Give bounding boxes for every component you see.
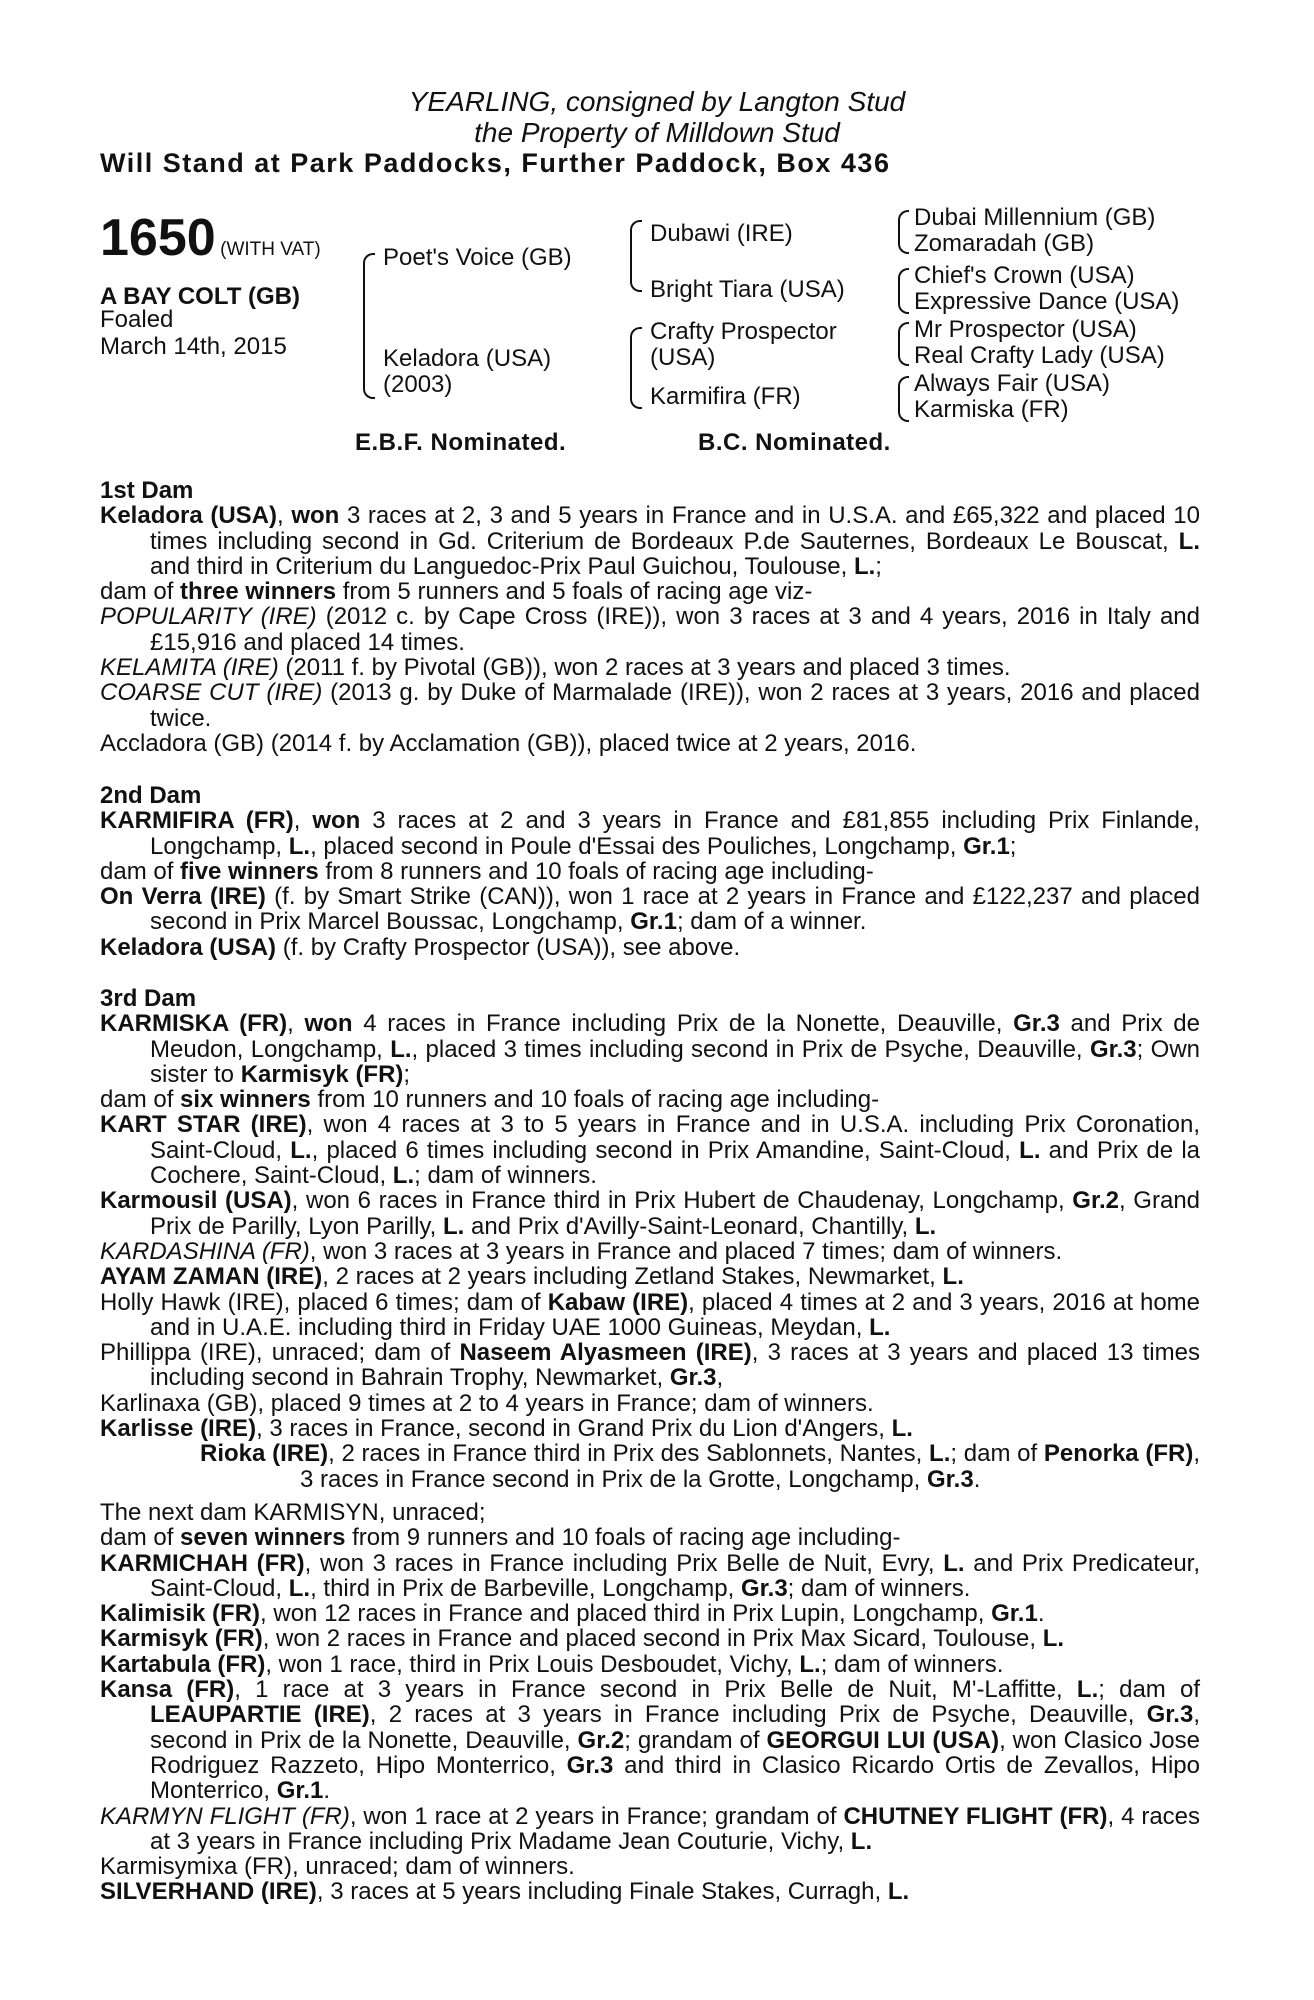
bold-run: L. <box>1019 1136 1041 1164</box>
bold-run: won <box>291 502 340 530</box>
text-run: , 3 races at 3 years and placed 13 times including second in Bahrain Trophy, Newmarket, <box>150 1339 1200 1392</box>
bold-run: Gr.3 <box>740 1574 788 1602</box>
bold-run: Karlisse (IRE) <box>100 1415 257 1443</box>
bold-run: Keladora (USA) <box>100 933 277 961</box>
bold-run: Gr.3 <box>1013 1010 1060 1038</box>
produce-karmyn-flight <box>100 1804 1200 1855</box>
text-run: from 9 runners and 10 foals of racing age including- <box>345 1524 901 1552</box>
text-run: from 10 runners and 10 foals of racing age including- <box>310 1086 880 1114</box>
bold-run: CHUTNEY FLIGHT (FR) <box>843 1802 1108 1830</box>
text-run: , 2 races at 2 years including Zetland Stakes, Newmarket, <box>322 1263 943 1291</box>
text-run: and Prix de la Cochere, Saint-Cloud, <box>150 1136 1200 1190</box>
text-run: , won 1 race at 2 years in France; grandam of <box>349 1802 844 1830</box>
pedigree-sire: Poet's Voice (GB) <box>383 244 572 271</box>
next-dam-produce-summary <box>100 1525 1200 1550</box>
bold-run: L. <box>869 1313 891 1341</box>
bold-run: L. <box>288 832 311 860</box>
bold-run: Karmousil (USA) <box>100 1187 292 1215</box>
bold-run: Gr.1 <box>630 908 677 936</box>
bold-run: Gr.1 <box>276 1777 324 1805</box>
bold-run: five winners <box>180 857 319 885</box>
pedigree-bracket-gen1 <box>363 253 375 399</box>
first-dam-produce-summary <box>100 579 1200 604</box>
bold-run: GEORGUI LUI (USA) <box>766 1726 1000 1754</box>
next-dam-section <box>100 1500 1200 1905</box>
text-run: ; dam of winners. <box>787 1574 971 1602</box>
third-dam-heading: 3rd Dam <box>100 985 197 1012</box>
text-run: , Grand Prix de Parilly, Lyon Parilly, <box>150 1187 1201 1240</box>
text-run: , placed 6 times including second in Prix Amandine, Saint-Cloud, <box>311 1136 1020 1164</box>
text-run: , 2 races in France third in Prix des Sablonnets, Nantes, <box>328 1440 930 1468</box>
text-run: , 2 races at 3 years in France including Prix de Psyche, Deauville, <box>369 1701 1147 1729</box>
pedigree-bracket-g2 <box>898 268 909 314</box>
text-run: The next dam KARMISYN, unraced; <box>100 1499 486 1526</box>
bold-run: L. <box>288 1574 311 1602</box>
text-run: , <box>287 1010 305 1038</box>
bold-run: Naseem Alyasmeen (IRE) <box>459 1339 752 1367</box>
bold-run: Keladora (USA) <box>100 502 277 530</box>
text-run: , 3 races in France, second in Grand Prix du Lion d'Angers, <box>256 1415 892 1443</box>
text-run: (2012 c. by Cape Cross (IRE)), won 3 races at 3 and 4 years, 2016 in Italy and £15,916 and placed 14 times. <box>150 603 1201 656</box>
text-run: Accladora (GB) (2014 f. by Acclamation (GB)), placed twice at 2 years, 2016. <box>100 729 917 757</box>
second-dam-record <box>100 808 1200 859</box>
bold-run: Gr.2 <box>577 1726 625 1754</box>
pedigree-g2: Zomaradah (GB) <box>914 230 1095 257</box>
produce-kardashina <box>100 1239 1200 1264</box>
text-run: , <box>277 502 292 530</box>
produce-on-verra <box>100 884 1200 935</box>
text-run: and third in Criterium du Languedoc-Prix Paul Guichou, Toulouse, <box>150 552 854 580</box>
produce-holly-hawk <box>100 1290 1200 1341</box>
bold-run: L. <box>290 1136 312 1164</box>
first-dam-section <box>100 478 1200 756</box>
pedigree-bracket-dam-line <box>630 327 642 409</box>
pedigree-g5: Mr Prospector (USA) <box>914 316 1137 343</box>
bold-run: Karmisyk (FR) <box>240 1060 404 1088</box>
text-run: (2011 f. by Pivotal (GB)), won 2 races at 3 years and placed 3 times. <box>278 654 1011 682</box>
text-run: 3 races at 2 and 3 years in France and £81,855 including Prix Finlande, Longchamp, <box>150 807 1201 860</box>
pedigree-sire-dam: Bright Tiara (USA) <box>650 276 845 303</box>
third-dam-produce-summary <box>100 1087 1200 1112</box>
text-run: , placed 3 times including second in Prix de Psyche, Deauville, <box>411 1035 1090 1063</box>
bold-run: Gr.1 <box>963 832 1010 860</box>
text-run: , won 2 races in France and placed second in Prix Max Sicard, Toulouse, <box>262 1625 1043 1653</box>
second-dam-produce-summary <box>100 859 1200 884</box>
produce-karmousil <box>100 1188 1200 1239</box>
bold-run: L. <box>1178 527 1200 555</box>
ebf-nomination: E.B.F. Nominated. <box>355 429 567 456</box>
bold-run: seven winners <box>180 1524 346 1552</box>
text-run: ; dam of winners. <box>820 1650 1004 1678</box>
text-run: dam of <box>100 578 181 606</box>
bold-run: KARMICHAH (FR) <box>100 1549 305 1577</box>
bold-run: L. <box>929 1440 951 1468</box>
header-consignor-line: YEARLING, consigned by Langton Stud <box>408 86 906 117</box>
text-run: , placed second in Poule d'Essai des Pouliches, Longchamp, <box>310 832 964 860</box>
bold-run: Kabaw (IRE) <box>547 1288 689 1316</box>
text-run: , won 3 races in France including Prix Belle de Nuit, Evry, <box>304 1549 944 1577</box>
text-run: . <box>323 1777 331 1805</box>
pedigree-bracket-g3 <box>898 322 909 366</box>
bold-run: Gr.3 <box>1089 1035 1137 1063</box>
text-run: dam of <box>100 857 181 885</box>
text-run: ; Own sister to <box>150 1035 1201 1088</box>
pedigree-dam-name: Keladora (USA) <box>383 345 552 372</box>
produce-karmichah <box>100 1551 1200 1602</box>
produce-popularity <box>100 604 1200 655</box>
second-dam-section <box>100 783 1200 960</box>
text-run: from 8 runners and 10 foals of racing age including- <box>318 857 874 885</box>
pedigree-bracket-sire-line <box>630 220 642 292</box>
bold-run: Kansa (FR) <box>100 1676 235 1704</box>
text-run: (2013 g. by Duke of Marmalade (IRE)), won 2 races at 3 years, 2016 and placed twice. <box>150 679 1200 732</box>
italic-run: KELAMITA (IRE) <box>100 654 279 682</box>
lot-number-row <box>100 209 321 267</box>
italic-run: POPULARITY (IRE) <box>100 603 317 631</box>
bold-run: Gr.3 <box>566 1751 614 1779</box>
pedigree-g7: Always Fair (USA) <box>914 370 1111 397</box>
text-run: , 3 races in France second in Prix de la Grotte, Longchamp, <box>300 1440 1201 1493</box>
text-run: , won 3 races at 3 years in France and placed 7 times; dam of winners. <box>309 1237 1063 1265</box>
produce-kelamita <box>100 655 1200 680</box>
bold-run: KART STAR (IRE) <box>100 1111 307 1139</box>
text-run: . <box>1037 1600 1045 1628</box>
italic-run: COARSE CUT (IRE) <box>100 679 323 707</box>
text-run: , won 6 races in France third in Prix Hubert de Chaudenay, Longchamp, <box>291 1187 1073 1215</box>
produce-phillippa <box>100 1340 1200 1391</box>
text-run: , won 4 races at 3 to 5 years in France and in U.S.A. including Prix Coronation, Saint-Cloud, <box>150 1111 1200 1164</box>
bold-run: three winners <box>180 578 337 606</box>
bold-run: Gr.1 <box>991 1600 1038 1628</box>
text-run: (f. by Smart Strike (CAN)), won 1 race at 2 years in France and £122,237 and placed second in Prix Marcel Boussac, Longchamp, <box>150 883 1201 936</box>
bold-run: six winners <box>180 1086 311 1114</box>
next-dam-intro <box>100 1500 1200 1525</box>
bold-run: L. <box>1076 1676 1099 1704</box>
header-location-line: Will Stand at Park Paddocks, Further Paddock, Box 436 <box>100 148 891 178</box>
produce-keladora <box>100 935 1200 960</box>
bold-run: L. <box>799 1650 821 1678</box>
produce-kansa <box>100 1677 1200 1803</box>
bold-run: Rioka (IRE) <box>200 1440 329 1468</box>
text-run: , 4 races at 3 years in France including Prix Madame Jean Couturie, Vichy, <box>150 1802 1201 1855</box>
text-run: dam of <box>100 1086 181 1114</box>
pedigree-g4: Expressive Dance (USA) <box>914 288 1180 315</box>
text-run: . <box>973 1465 981 1493</box>
bold-run: L. <box>853 552 876 580</box>
produce-kalimisik <box>100 1601 1200 1626</box>
text-run: , <box>293 807 313 835</box>
pedigree-dam-sire-line2: (USA) <box>650 344 716 371</box>
bold-run: KARMIFIRA (FR) <box>100 807 294 835</box>
produce-accladora <box>100 731 1200 756</box>
bold-run: AYAM ZAMAN (IRE) <box>100 1263 323 1291</box>
pedigree-bracket-g4 <box>898 376 909 422</box>
bold-run: Gr.3 <box>1146 1701 1194 1729</box>
text-run: ; dam of <box>1098 1676 1200 1704</box>
bold-run: L. <box>914 1212 937 1240</box>
foaled-label: Foaled <box>100 306 174 333</box>
bold-run: L. <box>390 1035 412 1063</box>
bold-run: Penorka (FR) <box>1043 1440 1194 1468</box>
third-dam-record <box>100 1011 1200 1087</box>
produce-silverhand <box>100 1879 1200 1904</box>
bold-run: Kartabula (FR) <box>100 1650 266 1678</box>
third-dam-section <box>100 986 1200 1492</box>
pedigree-g6: Real Crafty Lady (USA) <box>914 342 1165 369</box>
text-run: , placed 4 times at 2 and 3 years, 2016 at home and in U.A.E. including third in Friday UAE 1000 Guineas, Meydan, <box>150 1288 1201 1341</box>
foaled-date: March 14th, 2015 <box>100 333 287 360</box>
produce-coarse-cut <box>100 680 1200 731</box>
text-run: , 1 race at 3 years in France second in Prix Belle de Nuit, M'-Laffitte, <box>234 1676 1077 1704</box>
text-run: , won 12 races in France and placed third in Prix Lupin, Longchamp, <box>260 1600 992 1628</box>
pedigree-dam-sire-line1: Crafty Prospector <box>650 318 837 345</box>
text-run: Phillippa (IRE), unraced; dam of <box>100 1339 460 1367</box>
pedigree-dam-year: (2003) <box>383 371 453 398</box>
text-run: Karlinaxa (GB), placed 9 times at 2 to 4 years in France; dam of winners. <box>100 1389 874 1417</box>
bold-run: KARMISKA (FR) <box>100 1010 288 1038</box>
produce-karmisyk <box>100 1626 1200 1651</box>
header-property-line: the Property of Milldown Stud <box>474 117 840 148</box>
text-run: and Prix Predicateur, Saint-Cloud, <box>150 1549 1201 1602</box>
second-dam-heading: 2nd Dam <box>100 782 202 809</box>
text-run: Holly Hawk (IRE), placed 6 times; dam of <box>100 1288 548 1316</box>
bold-run: L. <box>442 1212 465 1240</box>
bold-run: Gr.3 <box>927 1465 974 1493</box>
text-run: dam of <box>100 1524 181 1552</box>
bold-run: L. <box>942 1263 964 1291</box>
text-run: , second in Prix de la Nonette, Deauville, <box>150 1701 1200 1754</box>
lot-description: A BAY COLT (GB) <box>100 283 301 310</box>
bold-run: Gr.3 <box>669 1364 717 1392</box>
bold-run: On Verra (IRE) <box>100 883 266 911</box>
bold-run: L. <box>392 1162 415 1190</box>
text-run: and Prix de Meudon, Longchamp, <box>150 1010 1201 1063</box>
text-run: Karmisymixa (FR), unraced; dam of winners. <box>100 1853 575 1881</box>
text-run: and Prix d'Avilly-Saint-Leonard, Chantilly, <box>464 1212 915 1240</box>
text-run: ; <box>1009 832 1017 860</box>
produce-karmisymixa <box>100 1854 1200 1879</box>
italic-run: KARMYN FLIGHT (FR) <box>100 1802 350 1830</box>
lot-vat: (WITH VAT) <box>220 239 321 260</box>
first-dam-heading: 1st Dam <box>100 477 194 504</box>
text-run: , third in Prix de Barbeville, Longchamp, <box>310 1574 741 1602</box>
bold-run: L. <box>850 1827 873 1855</box>
bold-run: SILVERHAND (IRE) <box>100 1878 317 1906</box>
first-dam-record <box>100 503 1200 579</box>
bold-run: L. <box>891 1415 913 1443</box>
text-run: , won 1 race, third in Prix Louis Desboudet, Vichy, <box>265 1650 800 1678</box>
lot-number: 1650 <box>100 209 216 267</box>
text-run: ; dam of winners. <box>414 1162 597 1190</box>
text-run: 3 races at 2, 3 and 5 years in France and in U.S.A. and £65,322 and placed 10 times including second in Gd. Criterium de Bordeaux P.de Sauternes, Bordeaux Le Bouscat, <box>150 502 1200 555</box>
bold-run: LEAUPARTIE (IRE) <box>150 1701 370 1729</box>
bold-run: L. <box>1042 1625 1065 1653</box>
text-run: , won Clasico Jose Rodriguez Razzeto, Hipo Monterrico, <box>150 1726 1200 1779</box>
pedigree-g3: Chief's Crown (USA) <box>914 262 1135 289</box>
text-run: ; <box>875 552 882 580</box>
text-run: and third in Clasico Ricardo Ortis de Zevallos, Hipo Monterrico, <box>150 1751 1201 1805</box>
text-run: , <box>716 1364 724 1392</box>
text-run: 4 races in France including Prix de la Nonette, Deauville, <box>352 1010 1014 1038</box>
text-run: from 5 runners and 5 foals of racing age viz- <box>336 578 813 606</box>
produce-rioka <box>200 1441 1200 1492</box>
produce-kartabula <box>100 1652 1200 1677</box>
text-run: ; dam of <box>950 1440 1044 1468</box>
italic-run: KARDASHINA (FR) <box>100 1237 310 1265</box>
text-run: ; grandam of <box>624 1726 767 1754</box>
produce-kart-star <box>100 1112 1200 1188</box>
produce-ayam-zaman <box>100 1264 1200 1289</box>
bold-run: L. <box>887 1878 910 1906</box>
produce-karlisse <box>100 1416 1200 1441</box>
text-run: (f. by Crafty Prospector (USA)), see above. <box>276 933 741 961</box>
bold-run: L. <box>943 1549 965 1577</box>
pedigree-g1: Dubai Millennium (GB) <box>914 204 1156 231</box>
bold-run: Karmisyk (FR) <box>100 1625 263 1653</box>
bold-run: Kalimisik (FR) <box>100 1600 261 1628</box>
text-run: ; dam of a winner. <box>676 908 867 936</box>
pedigree-dam-dam: Karmifira (FR) <box>650 383 801 410</box>
text-run: , 3 races at 5 years including Finale Stakes, Curragh, <box>316 1878 888 1906</box>
bold-run: Gr.2 <box>1072 1187 1119 1215</box>
bold-run: won <box>304 1010 353 1038</box>
text-run: ; <box>403 1060 411 1088</box>
bc-nomination: B.C. Nominated. <box>698 429 891 456</box>
produce-karlinaxa <box>100 1391 1200 1416</box>
bold-run: won <box>312 807 361 835</box>
pedigree-bracket-g1 <box>898 210 909 254</box>
pedigree-sire-sire: Dubawi (IRE) <box>650 220 793 247</box>
pedigree-g8: Karmiska (FR) <box>914 396 1069 423</box>
